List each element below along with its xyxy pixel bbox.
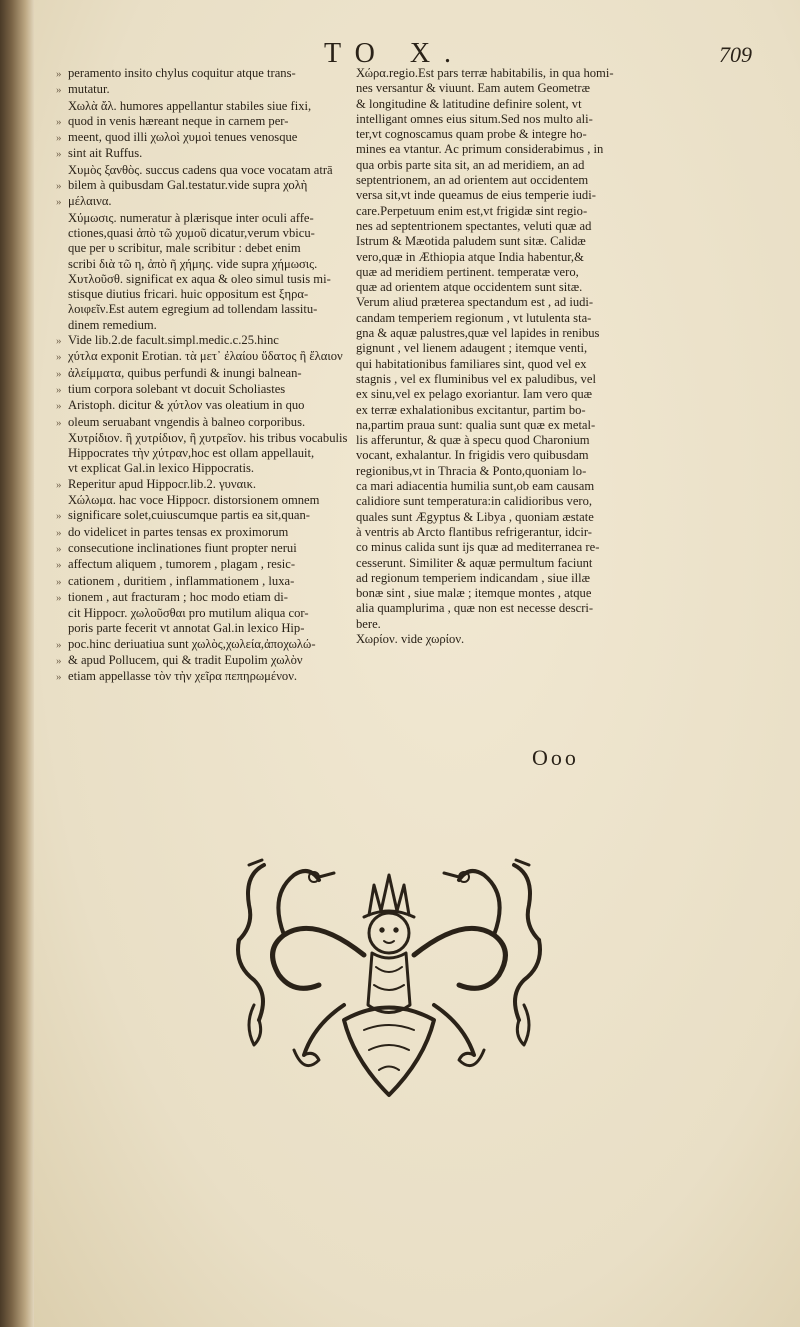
text-line xyxy=(56,146,358,162)
text-line xyxy=(56,493,358,508)
text-line: bonæ sint , siue malæ ; itemque montes , atque xyxy=(356,586,592,601)
text-line xyxy=(56,349,358,365)
text-line: co minus calida sunt ijs quæ ad mediterranea re- xyxy=(356,540,600,555)
text-line: gignunt , vel lienem adaugent ; itemque venti, xyxy=(356,341,588,356)
line-text: ἀλείμματα, quibus perfundi & inungi balnean- xyxy=(68,365,302,380)
text-line: calidiore sunt temperatura:in calidioribus vero, xyxy=(356,494,593,509)
quote-marker: » xyxy=(56,400,62,413)
running-title: TO X. xyxy=(324,38,466,69)
text-line: care.Perpetuum enim est,vt frigidæ sint regio- xyxy=(356,203,588,218)
text-line: Χωρίον. vide χωρίον. xyxy=(356,631,465,646)
quote-marker: » xyxy=(56,84,62,97)
text-line xyxy=(56,333,358,349)
text-line: & longitudine & latitudine definire solent, vt xyxy=(356,96,582,111)
text-line: regionibus,vt in Thracia & Ponto,quoniam lo- xyxy=(356,463,587,478)
catchword: Ooo xyxy=(532,745,579,770)
quote-marker: » xyxy=(56,591,62,604)
text-line xyxy=(56,606,358,621)
text-line xyxy=(56,508,358,524)
text-line: vero,quæ in Æthiopia atque India habentur,& xyxy=(356,249,584,264)
text-line xyxy=(56,461,358,476)
quote-marker: » xyxy=(56,132,62,145)
text-line xyxy=(56,446,358,461)
text-line xyxy=(56,669,358,685)
line-text: cit Hippocr. χωλοῦσθαι pro mutilum aliqua cor- xyxy=(68,606,309,621)
quote-marker: » xyxy=(56,335,62,348)
text-line xyxy=(56,525,358,541)
text-line xyxy=(56,82,358,98)
line-text: μέλαινα. xyxy=(68,194,112,209)
quote-marker: » xyxy=(56,478,62,491)
line-text: Reperitur apud Hippocr.lib.2. γυναικ. xyxy=(68,476,257,491)
quote-marker: » xyxy=(56,542,62,555)
quote-marker: » xyxy=(56,638,62,651)
text-line xyxy=(56,194,358,210)
line-text: Χύμωσις. numeratur à plærisque inter oculi affe- xyxy=(68,210,314,225)
right-text-column xyxy=(356,66,654,647)
line-text: ctiones,quasi ἀπὸ τῶ χυμοῦ dicatur,verum vbicu- xyxy=(68,225,315,240)
line-text: oleum seruabant vngendis à balneo corporibus. xyxy=(68,414,306,429)
line-text: sint ait Ruffus. xyxy=(68,146,143,161)
text-line: intelligant omnes eius situm.Sed nos multo ali- xyxy=(356,111,593,126)
text-line: mines ea vtantur. Ac primum considerabimus , in xyxy=(356,142,604,157)
text-line: alia quamplurima , quæ non est necesse descri- xyxy=(356,601,594,616)
quote-marker: » xyxy=(56,416,62,429)
line-text: etiam appellasse τὸν τὴν χεῖρα πεπηρωμένον. xyxy=(68,669,298,684)
quote-marker: » xyxy=(56,180,62,193)
book-page xyxy=(34,0,800,1327)
line-text: dinem remedium. xyxy=(68,317,157,332)
text-line: cesserunt. Similiter & aquæ permultum faciunt xyxy=(356,555,593,570)
text-line: quales sunt Ægyptus & Libya , quoniam æstate xyxy=(356,509,594,524)
line-text: quod in venis hæreant neque in carnem per- xyxy=(68,113,289,128)
book-spine-shadow xyxy=(0,0,34,1327)
ornament-central-figure xyxy=(344,875,434,1095)
text-line xyxy=(56,130,358,146)
line-text: Vide lib.2.de facult.simpl.medic.c.25.hinc xyxy=(68,333,279,348)
line-text: Χωλὰ ἄλ. humores appellantur stabiles siue fixi, xyxy=(68,98,312,113)
page-number: 709 xyxy=(719,42,752,67)
text-line xyxy=(56,178,358,194)
text-line: septentrionem, an ad orientem aut occidentem xyxy=(356,173,589,188)
text-line xyxy=(56,541,358,557)
text-line: vocant, exhalantur. In frigidis vero quibusdam xyxy=(356,448,589,463)
line-text: affectum aliquem , tumorem , plagam , resic- xyxy=(68,557,296,572)
text-line xyxy=(56,653,358,669)
line-text: & apud Pollucem, qui & tradit Eupolim χωλὸν xyxy=(68,652,303,667)
text-line xyxy=(56,257,358,272)
line-text: poris parte fecerit vt annotat Gal.in lexico Hip- xyxy=(68,621,305,636)
quote-marker: » xyxy=(56,559,62,572)
line-text: cationem , duritiem , inflammationem , luxa- xyxy=(68,573,295,588)
text-line xyxy=(56,163,358,178)
quote-marker: » xyxy=(56,654,62,667)
quote-marker: » xyxy=(56,575,62,588)
quote-marker: » xyxy=(56,115,62,128)
text-line xyxy=(56,287,358,302)
text-line: Istrum & Mæotida paludem sunt sitæ. Calidæ xyxy=(356,234,586,249)
line-text: Χυτρίδιον. ἢ χυτρίδιον, ἢ χυτρεῖον. his tribus vocabulis xyxy=(68,430,348,445)
quote-marker: » xyxy=(56,510,62,523)
text-line xyxy=(56,114,358,130)
text-line xyxy=(56,302,358,317)
text-line: ex sinu,vel ex pelago exoriantur. Iam vero quæ xyxy=(356,387,593,402)
text-line: Χώρα.regio.Est pars terræ habitabilis, in qua homi- xyxy=(356,66,614,80)
text-line xyxy=(56,241,358,256)
text-line xyxy=(56,99,358,114)
text-line xyxy=(56,590,358,606)
line-text: scribi διὰ τῶ η, ἀπὸ ῆ χήμης. vide supra χήμωσις. xyxy=(68,256,318,271)
line-text: Χώλωμα. hac voce Hippocr. distorsionem omnem xyxy=(68,493,320,508)
quote-marker: » xyxy=(56,526,62,539)
line-text: bilem à quibusdam Gal.testatur.vide supra χολὴ xyxy=(68,178,308,193)
text-line: ad regionum temperiem indicandam , siue illæ xyxy=(356,570,590,585)
line-text: do videlicet in partes tensas ex proximorum xyxy=(68,524,289,539)
line-text: que per υ scribitur, male scribitur : debet enim xyxy=(68,241,301,256)
woodcut-ornament xyxy=(224,845,554,1110)
text-line xyxy=(56,382,358,398)
line-text: consecutione inclinationes fiunt propter nerui xyxy=(68,540,297,555)
text-line xyxy=(56,366,358,382)
text-line: qui habitationibus familiares sint, quod vel ex xyxy=(356,356,587,371)
text-line: ca mari adiacentia humilia sunt,ob eam causam xyxy=(356,479,595,494)
text-line: bere. xyxy=(356,616,381,631)
line-text: stisque diutius fricari. huic oppositum est ξηρα- xyxy=(68,287,309,302)
line-text: Hippocrates τὴν χύτραν,hoc est ollam appellauit, xyxy=(68,446,315,461)
line-text: λοιφεῖν.Est autem egregium ad tollendam lassitu- xyxy=(68,302,318,317)
text-line xyxy=(56,637,358,653)
text-line: candam temperiem regionum , vt lutulenta sta- xyxy=(356,310,592,325)
text-line: Verum aliud præterea spectandum est , ad iudi- xyxy=(356,295,594,310)
line-text: Χυτλοῦσθ. significat ex aqua & oleo simul tusis mi- xyxy=(68,271,331,286)
running-header xyxy=(34,38,800,68)
text-line xyxy=(56,557,358,573)
line-text: mutatur. xyxy=(68,82,110,97)
text-line xyxy=(56,477,358,493)
text-line: ter,vt cognoscamus quam probe & integre ho- xyxy=(356,127,587,142)
line-text: tionem , aut fracturam ; hoc modo etiam di- xyxy=(68,589,288,604)
text-line xyxy=(56,272,358,287)
text-line xyxy=(56,415,358,431)
line-text: tium corpora solebant vt docuit Scholiastes xyxy=(68,381,286,396)
line-text: poc.hinc deriuatiua sunt χωλὸς,χωλεία,ἀποχωλώ- xyxy=(68,636,316,651)
text-line: quæ ad meridiem pertinent. temperatæ vero, xyxy=(356,264,579,279)
text-line xyxy=(56,318,358,333)
text-line: quæ ad orientem atque occidentem sunt sitæ. xyxy=(356,280,583,295)
quote-marker: » xyxy=(56,196,62,209)
text-line: versa sit,vt inde queamus de eius temperie iudi- xyxy=(356,188,596,203)
text-line: stagnis , vel ex fluminibus vel ex paludibus, vel xyxy=(356,371,596,386)
quote-marker: » xyxy=(56,367,62,380)
line-text: significare solet,cuiuscumque partis ea sit,quan- xyxy=(68,508,311,523)
text-line: à ventris ab Arcto flantibus refrigerantur, idcir- xyxy=(356,524,592,539)
text-line xyxy=(56,431,358,446)
text-line: qua orbis parte sita sit, an ad meridiem, an ad xyxy=(356,157,585,172)
text-line: lis afferuntur, & quæ à specu quod Charonium xyxy=(356,433,590,448)
line-text: peramento insito chylus coquitur atque trans- xyxy=(68,66,296,80)
quote-marker: » xyxy=(56,671,62,684)
line-text: Aristoph. dicitur & χύτλον vas oleatium in quo xyxy=(68,398,305,413)
line-text: meent, quod illi χωλοὶ χυμοὶ tenues venosque xyxy=(68,130,298,145)
text-line xyxy=(56,398,358,414)
ornament-right-birds xyxy=(414,860,540,1066)
quote-marker: » xyxy=(56,351,62,364)
text-line: ex terræ exhalationibus excitantur, partim bo- xyxy=(356,402,586,417)
text-line xyxy=(56,66,358,82)
text-line: gna & aquæ palustres,quæ vel lapides in renibus xyxy=(356,326,600,341)
quote-marker: » xyxy=(56,148,62,161)
quote-marker: » xyxy=(56,383,62,396)
left-text-column xyxy=(56,66,358,686)
text-line: na,partim praua sunt: qualia sunt quæ ex metal- xyxy=(356,417,596,432)
text-line xyxy=(56,574,358,590)
text-line xyxy=(56,621,358,636)
text-line xyxy=(56,226,358,241)
text-line: nes ad septentrionem spectantes, veluti quæ ad xyxy=(356,218,592,233)
ornament-left-birds xyxy=(238,860,364,1066)
quote-marker: » xyxy=(56,68,62,80)
line-text: Χυμὸς ξανθὸς. succus cadens qua voce vocatam atrā xyxy=(68,162,333,177)
line-text: χύτλα exponit Erotian. τὰ μετ᾽ ἐλαίου ὕδατος ἢ ἔλαιον xyxy=(68,349,343,364)
text-line xyxy=(56,211,358,226)
line-text: vt explicat Gal.in lexico Hippocratis. xyxy=(68,461,255,476)
text-line: nes versantur & viuunt. Eam autem Geometræ xyxy=(356,81,590,96)
